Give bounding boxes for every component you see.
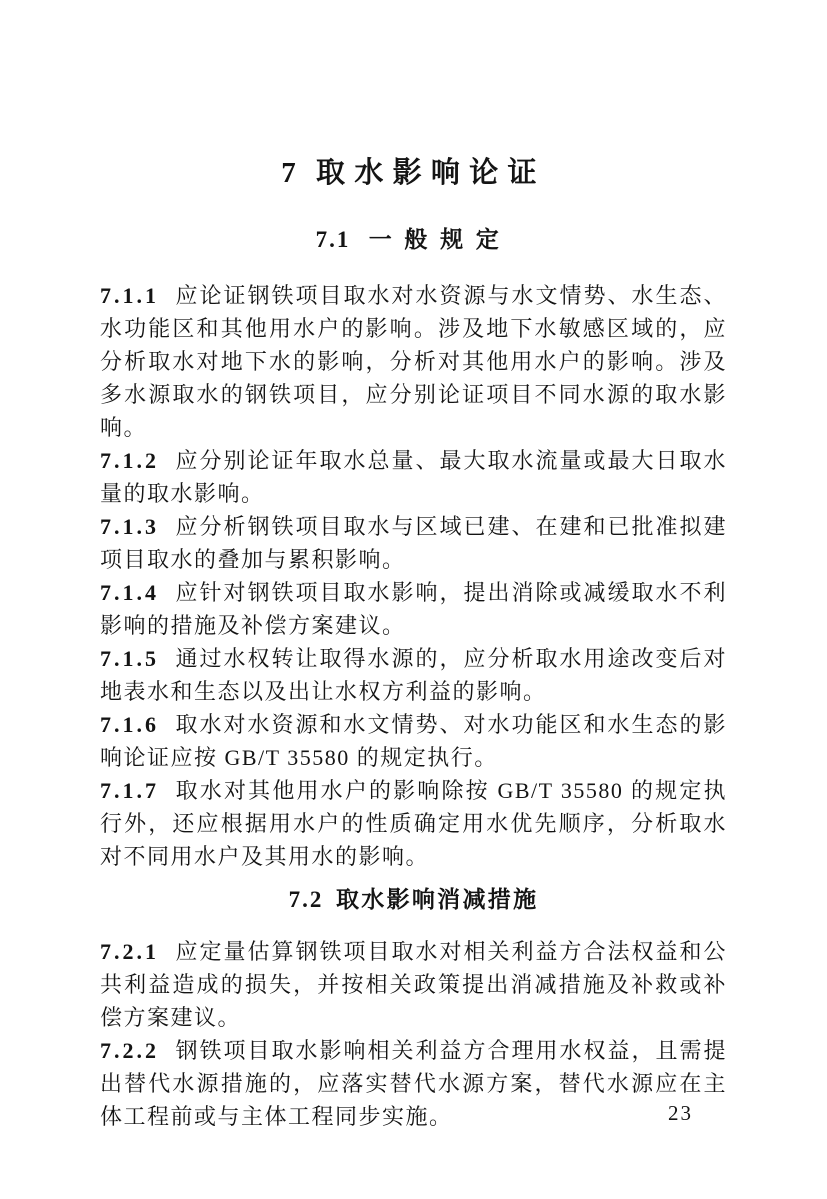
clause-number: 7.2.1 bbox=[100, 939, 159, 964]
page-content bbox=[100, 0, 727, 1133]
page-number: 23 bbox=[668, 1101, 693, 1125]
clause-7-1-2 bbox=[100, 444, 727, 510]
clause-7-1-3 bbox=[100, 510, 727, 576]
chapter-title bbox=[100, 156, 727, 190]
clause-number: 7.1.4 bbox=[100, 580, 159, 605]
clause-7-2-2 bbox=[100, 1034, 727, 1133]
chapter-number: 7 bbox=[281, 157, 296, 189]
clause-text: 应论证钢铁项目取水对水资源与水文情势、水生态、水功能区和其他用水户的影响。涉及地下水敏感区域的，应分析取水对地下水的影响，分析对其他用水户的影响。涉及多水源取水的钢铁项目，应分别论证项目不同水源的取水影响。 bbox=[100, 283, 727, 440]
section-number-7-1: 7.1 bbox=[315, 227, 351, 252]
clause-7-2-1 bbox=[100, 935, 727, 1034]
clause-text: 取水对水资源和水文情势、对水功能区和水生态的影响论证应按 GB/T 35580 的规定执行。 bbox=[100, 712, 727, 770]
clause-text: 应分析钢铁项目取水与区域已建、在建和已批准拟建项目取水的叠加与累积影响。 bbox=[100, 514, 727, 572]
clause-number: 7.1.7 bbox=[100, 778, 159, 803]
clause-text: 应定量估算钢铁项目取水对相关利益方合法权益和公共利益造成的损失，并按相关政策提出消减措施及补救或补偿方案建议。 bbox=[100, 939, 727, 1030]
section-title-7-2: 取水影响消减措施 bbox=[335, 886, 539, 912]
clause-text: 钢铁项目取水影响相关利益方合理用水权益，且需提出替代水源措施的，应落实替代水源方案，替代水源应在主体工程前或与主体工程同步实施。 bbox=[100, 1038, 727, 1129]
section-heading-7-2 bbox=[100, 884, 727, 915]
clause-text: 通过水权转让取得水源的，应分析取水用途改变后对地表水和生态以及出让水权方利益的影响。 bbox=[100, 646, 727, 704]
section-7-1-body bbox=[100, 279, 727, 873]
clause-number: 7.1.3 bbox=[100, 514, 159, 539]
section-7-2-body bbox=[100, 935, 727, 1133]
clause-7-1-1 bbox=[100, 279, 727, 444]
clause-number: 7.1.6 bbox=[100, 712, 159, 737]
clause-number: 7.1.5 bbox=[100, 646, 159, 671]
section-heading-7-1 bbox=[100, 224, 727, 255]
clause-7-1-7 bbox=[100, 774, 727, 873]
clause-7-1-5 bbox=[100, 642, 727, 708]
clause-text: 应针对钢铁项目取水影响，提出消除或减缓取水不利影响的措施及补偿方案建议。 bbox=[100, 580, 727, 638]
section-title-7-1: 一般规定 bbox=[368, 226, 512, 252]
clause-number: 7.2.2 bbox=[100, 1038, 159, 1063]
clause-7-1-4 bbox=[100, 576, 727, 642]
clause-text: 应分别论证年取水总量、最大取水流量或最大日取水量的取水影响。 bbox=[100, 448, 727, 506]
chapter-title-text: 取水影响论证 bbox=[316, 157, 546, 189]
clause-number: 7.1.2 bbox=[100, 448, 159, 473]
clause-text: 取水对其他用水户的影响除按 GB/T 35580 的规定执行外，还应根据用水户的性质确定用水优先顺序，分析取水对不同用水户及其用水的影响。 bbox=[100, 778, 727, 869]
clause-7-1-6 bbox=[100, 708, 727, 774]
clause-number: 7.1.1 bbox=[100, 283, 159, 308]
section-number-7-2: 7.2 bbox=[288, 887, 324, 912]
